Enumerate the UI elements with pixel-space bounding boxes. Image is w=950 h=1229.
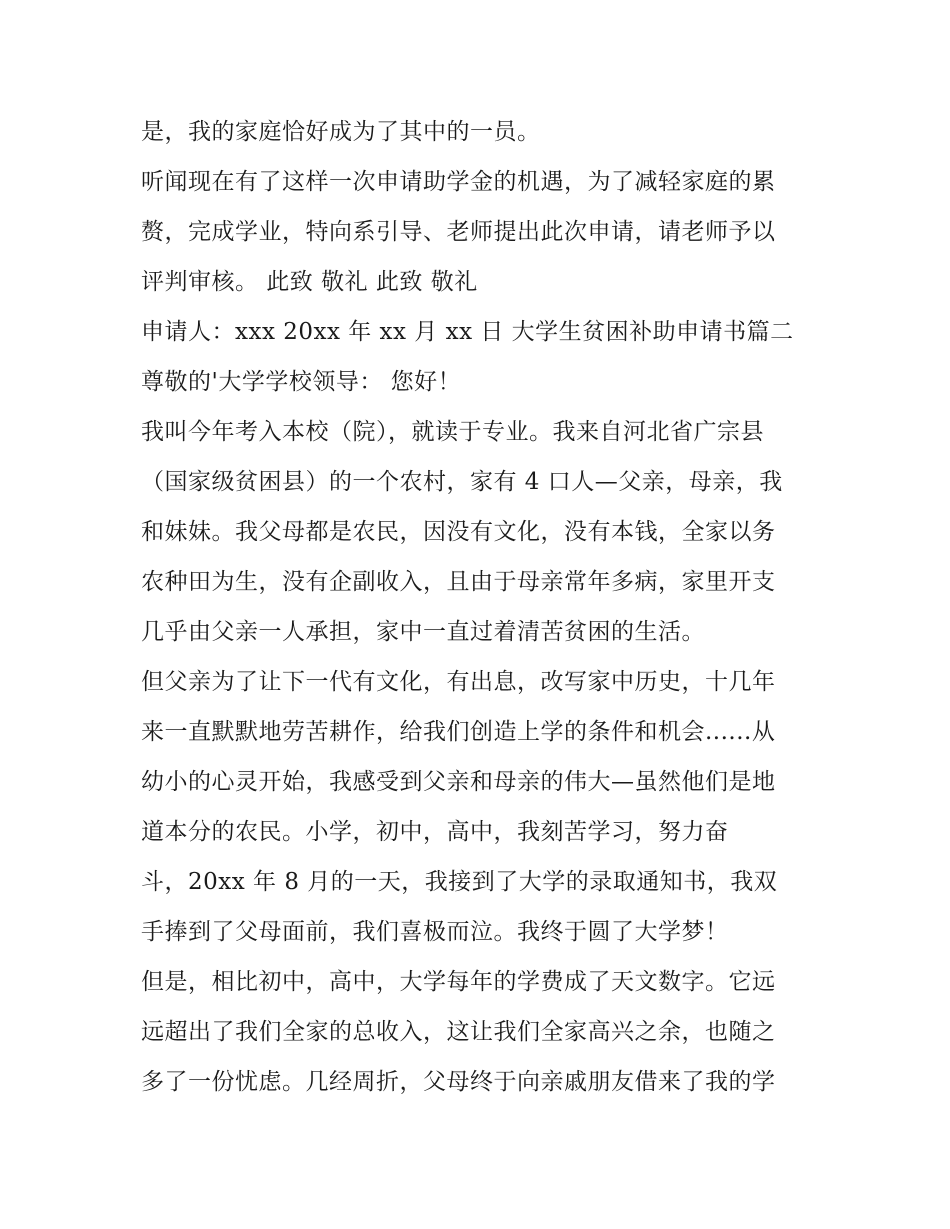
text-line-20: 多了一份忧虑。几经周折，父母终于向亲戚朋友借来了我的学	[141, 1069, 776, 1095]
text-line-16: 斗，20xx 年 8 月的一天，我接到了大学的录取通知书，我双	[141, 869, 778, 895]
text-line-12: 但父亲为了让下一代有文化，有出息，改写家中历史，十几年	[141, 669, 776, 695]
text-line-7: 我叫今年考入本校（院），就读于专业。我来自河北省广宗县	[141, 419, 764, 445]
text-line-4: 评判审核。 此致 敬礼 此致 敬礼	[141, 269, 478, 295]
text-line-9: 和妹妹。我父母都是农民，因没有文化，没有本钱，全家以务	[141, 519, 776, 545]
text-line-15: 道本分的农民。小学，初中，高中，我刻苦学习，努力奋	[141, 819, 729, 845]
text-line-10: 农种田为生，没有企副收入，且由于母亲常年多病，家里开支	[141, 569, 776, 595]
text-line-11: 几乎由父亲一人承担，家中一直过着清苦贫困的生活。	[141, 619, 705, 645]
text-line-14: 幼小的心灵开始，我感受到父亲和母亲的伟大—虽然他们是地	[141, 769, 776, 795]
text-line-8: （国家级贫困县）的一个农村，家有 4 口人—父亲，母亲，我	[141, 469, 783, 495]
text-line-1: 是，我的家庭恰好成为了其中的一员。	[141, 119, 541, 145]
text-line-18: 但是，相比初中，高中，大学每年的学费成了天文数字。它远	[141, 969, 776, 995]
text-line-3: 赘，完成学业，特向系引导、老师提出此次申请，请老师予以	[141, 219, 776, 245]
text-line-13: 来一直默默地劳苦耕作，给我们创造上学的条件和机会......从	[141, 719, 776, 745]
document-body	[141, 107, 821, 1107]
text-line-19: 远超出了我们全家的总收入，这让我们全家高兴之余，也随之	[141, 1019, 776, 1045]
text-line-2: 听闻现在有了这样一次申请助学金的机遇，为了减轻家庭的累	[141, 169, 776, 195]
text-line-17: 手捧到了父母面前，我们喜极而泣。我终于圆了大学梦！	[141, 919, 729, 945]
text-line-6: 尊敬的'大学学校领导： 您好！	[141, 369, 462, 395]
text-line-5: 申请人：xxx 20xx 年 xx 月 xx 日 大学生贫困补助申请书篇二	[141, 319, 794, 345]
